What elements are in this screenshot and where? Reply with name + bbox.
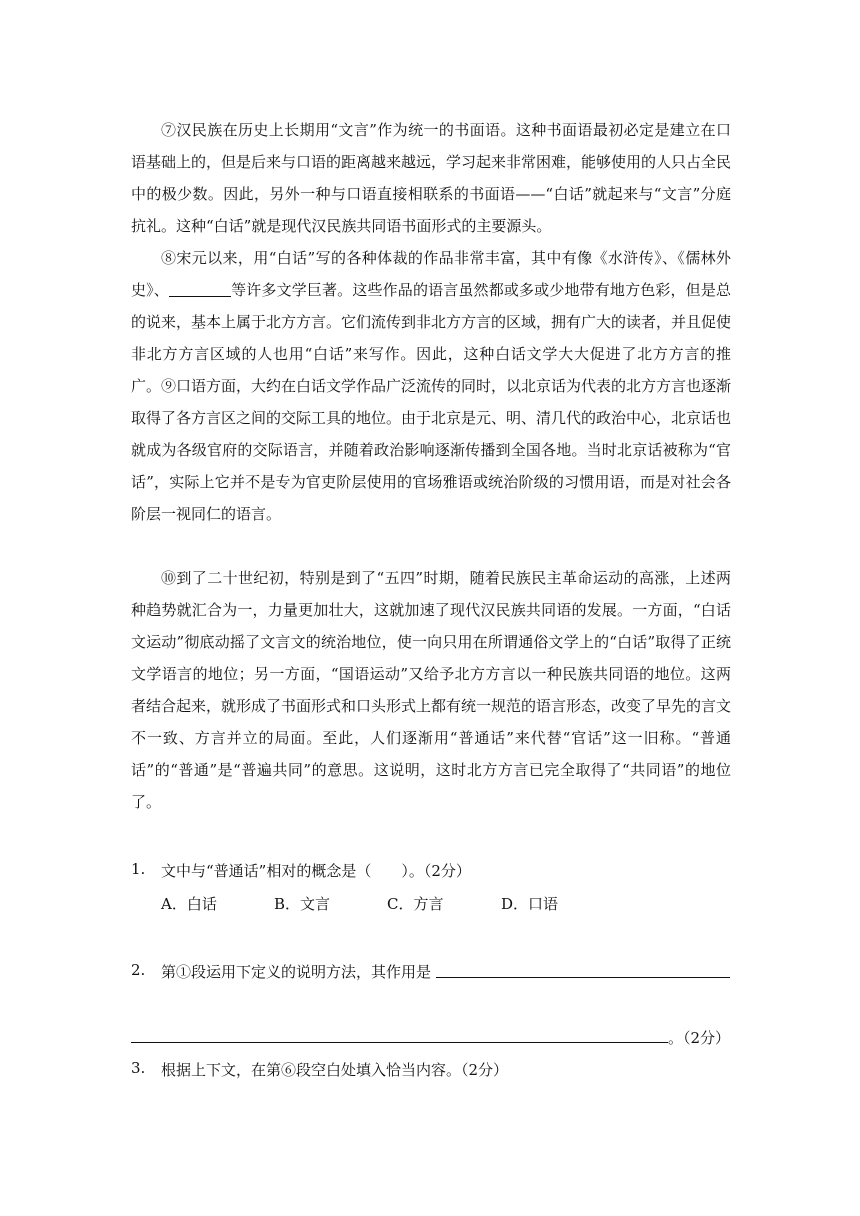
option-c[interactable]: C．方言	[387, 895, 444, 913]
paragraph-9: ⑨口语方面，大约在白话文学作品广泛流传的同时，以北京话为代表的北方方言也逐渐取得了各方言区之间的交际工具的地位。由于北京是元、明、清几代的政治中心，北京话也就成为各级官府的交际语言，并随着政治影响逐渐传播到全国各地。当时北京话被称为“官话”，实际上它并不是专为官吏阶层使用的官场雅语或统治阶级的习惯用语，而是对社会各阶层一视同仁的语言。	[131, 377, 732, 523]
question-1-text: 文中与“普通话”相对的概念是（ ）。（2分）	[161, 862, 471, 880]
paragraph-10: ⑩到了二十世纪初，特别是到了“五四”时期，随着民族民主革命运动的高涨，上述两种趋势就汇合为一，力量更加壮大，这就加速了现代汉民族共同语的发展。一方面，“白话文运动”彻底动摇了文言文的统治地位，使一向只用在所谓通俗文学上的“白话”取得了正统文学语言的地位；另一方面，“国语运动”又给予北方方言以一种民族共同语的地位。这两者结合起来，就形成了书面形式和口头形式上都有统一规范的语言形态，改变了早先的言文不一致、方言并立的局面。至此，人们逐渐用“普通话”来代替“官话”这一旧称。“普通话”的“普通”是“普遍共同”的意思。这说明，这时北方方言已完全取得了“共同语”的地位了。	[131, 569, 732, 811]
option-d[interactable]: D．口语	[501, 895, 559, 913]
answer-line-2[interactable]	[131, 1042, 668, 1043]
option-a[interactable]: A．白话	[161, 895, 217, 913]
fill-in-blank[interactable]	[169, 282, 231, 297]
question-2-number: 2.	[131, 961, 146, 979]
paragraph-8-after-blank: 等许多文学巨著。这些作品的语言虽然都或多或少地带有地方色彩，但是总的说来，基本上属于北方方言。它们流传到非北方方言的区域，拥有广大的读者，并且促使非北方方言区域的人也用“白话”来写作。因此，这种白话文学大大促进了北方方言的推广。	[131, 281, 732, 395]
question-2-text: 第①段运用下定义的说明方法，其作用是	[161, 963, 432, 981]
option-b[interactable]: B．文言	[274, 895, 331, 913]
question-1-number: 1.	[131, 860, 146, 878]
question-2-score: 。（2分）	[668, 1029, 731, 1047]
question-3-text: 根据上下文，在第⑥段空白处填入恰当内容。（2分）	[161, 1061, 509, 1079]
question-3-number: 3.	[131, 1059, 146, 1077]
paragraph-8-before-blank: ⑧宋元以来，用“白话”写的各种体裁的作品非常丰富，其中有像《水浒传》、《儒林外史》、	[131, 249, 731, 299]
paragraph-7: ⑦汉民族在历史上长期用“文言”作为统一的书面语。这种书面语最初必定是建立在口语基础上的，但是后来与口语的距离越来越远，学习起来非常困难，能够使用的人只占全民中的极少数。因此，另外一种与口语直接相联系的书面语——“白话”就起来与“文言”分庭抗礼。这种“白话”就是现代汉民族共同语书面形式的主要源头。	[131, 121, 732, 235]
answer-line-1[interactable]	[436, 977, 730, 978]
